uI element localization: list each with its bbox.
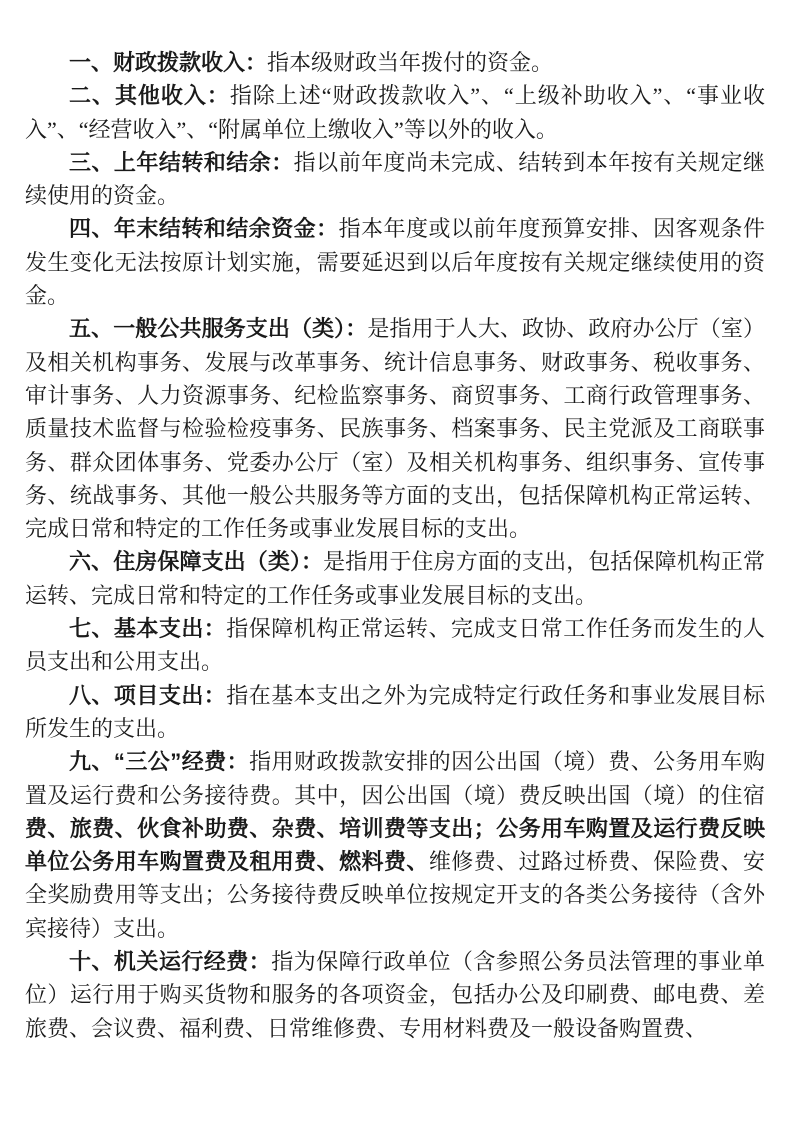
paragraph-2 [25,79,765,146]
term-text: 一、财政拨款收入： [69,50,268,75]
term-text: 五、一般公共服务支出（类）： [69,316,368,342]
definition-text: 指保障机构正常运转、完成支日常工作任务而发生的人员支出和公用支出。 [25,616,765,675]
paragraph-5 [25,312,765,545]
definition-text: 指用财政拨款安排的因公出国（境）费、公务用车购置及运行费和公务接待费。其中，因公出国（境）费反映出国（境）的住宿 [25,749,765,808]
term-text: 二、其他收入： [69,83,230,109]
definition-text: 指为保障行政单位（含参照公务员法管理的事业单位）运行用于购买货物和服务的各项资金，包括办公及印刷费、邮电费、差旅费、会议费、福利费、日常维修费、专用材料费及一般设备购置费、 [25,949,765,1041]
term-text: 费、旅费、伙食补助费、杂费、培训费等支出；公务用车购置及运行费反映单位公务用车购置费及租用费、燃料费、 [25,815,765,875]
definition-text: 指本级财政当年拨付的资金。 [267,50,554,75]
paragraph-7 [25,612,765,679]
term-text: 六、住房保障支出（类）： [69,549,324,575]
paragraph-6 [25,545,765,612]
term-text: 三、上年结转和结余： [69,149,294,175]
term-text: 四、年末结转和结余资金： [69,216,339,242]
document-body [25,46,765,1045]
term-text: 七、基本支出： [69,616,227,642]
definition-text: 维修费、过路过桥费、保险费、安全奖励费用等支出；公务接待费反映单位按规定开支的各类公务接待（含外宾接待）支出。 [25,849,765,941]
paragraph-8 [25,679,765,746]
paragraph-9 [25,745,765,945]
paragraph-4 [25,212,765,312]
definition-text: 是指用于住房方面的支出，包括保障机构正常运转、完成日常和特定的工作任务或事业发展目标的支出。 [25,549,765,608]
definition-text: 指以前年度尚未完成、结转到本年按有关规定继续使用的资金。 [25,149,765,209]
definition-text: 指除上述“财政拨款收入”、“上级补助收入”、“事业收入”、“经营收入”、“附属单位上缴收入”等以外的收入。 [25,83,765,142]
term-text: 八、项目支出： [69,682,227,708]
paragraph-3 [25,146,765,213]
paragraph-1 [25,46,765,79]
definition-text: 是指用于人大、政协、政府办公厅（室）及相关机构事务、发展与改革事务、统计信息事务、财政事务、税收事务、审计事务、人力资源事务、纪检监察事务、商贸事务、工商行政管理事务、质量技术监督与检验检疫事务、民族事务、档案事务、民主党派及工商联事务、群众团体事务、党委办公厅（室）及相关机构事务、组织事务、宣传事务、统战事务、其他一般公共服务等方面的支出，包括保障机构正常运转、完成日常和特定的工作任务或事业发展目标的支出。 [25,316,765,542]
definition-text: 指本年度或以前年度预算安排、因客观条件发生变化无法按原计划实施，需要延迟到以后年度按有关规定继续使用的资金。 [25,216,765,309]
term-text: 十、机关运行经费： [69,949,272,975]
term-text: 九、“三公”经费： [69,749,250,775]
paragraph-10 [25,945,765,1045]
definition-text: 指在基本支出之外为完成特定行政任务和事业发展目标所发生的支出。 [25,682,765,741]
